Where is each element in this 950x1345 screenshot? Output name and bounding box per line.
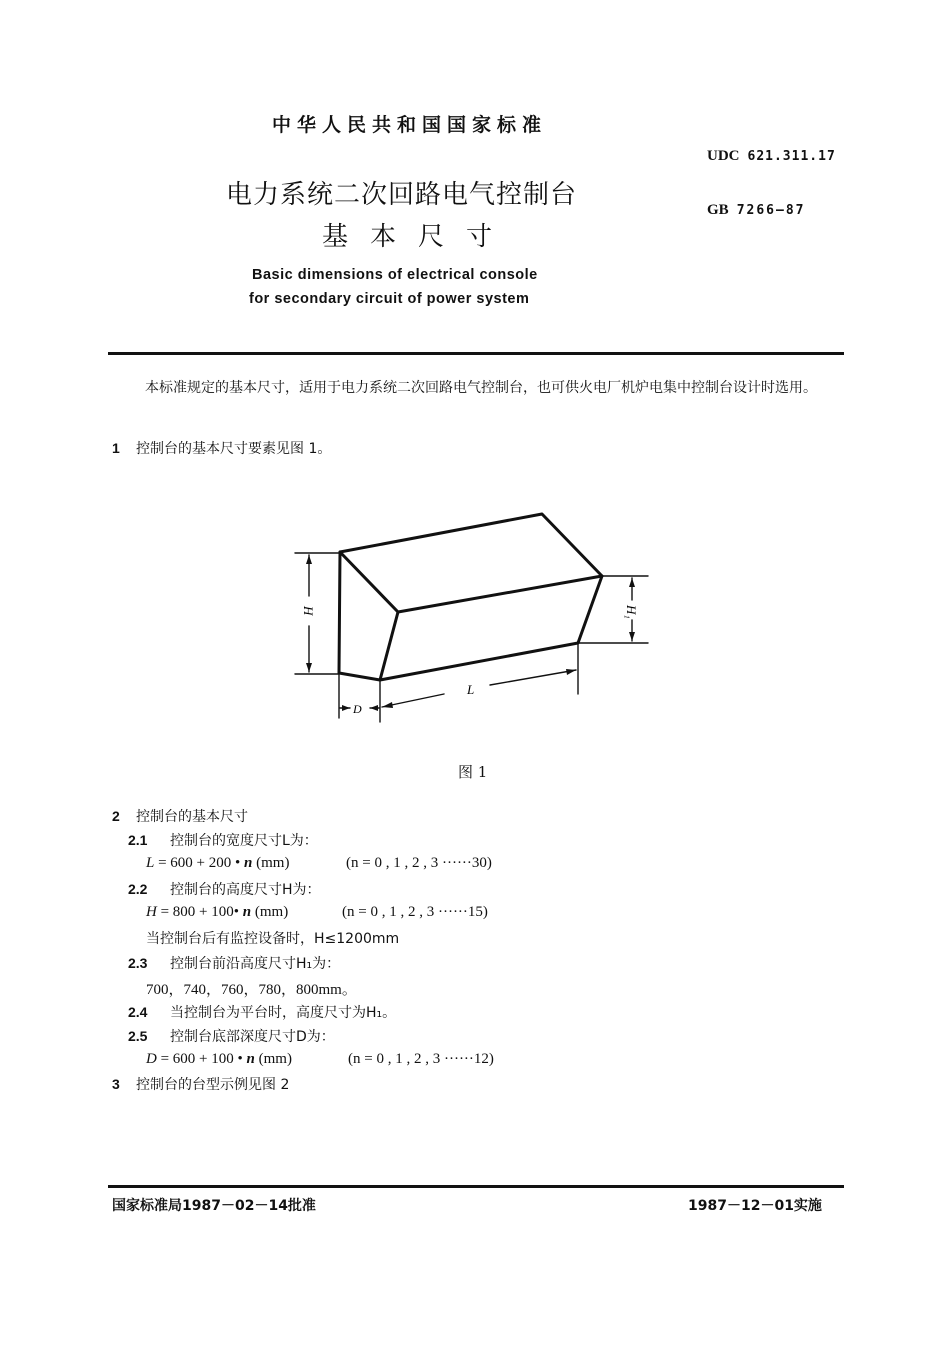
subsection-text: 当控制台为平台时，高度尺寸为H₁。 [170,1005,397,1021]
udc-label: UDC [707,148,740,164]
formula-D [146,1051,292,1068]
subsection-2-3 [128,953,340,973]
formula-H-range: (n = 0 , 1 , 2 , 3 ······15) [342,904,488,920]
subsection-text: 控制台前沿高度尺寸H₁为： [170,956,341,972]
section-text: 控制台的基本尺寸要素见图 1。 [136,441,332,457]
subsection-2-2 [128,879,321,899]
subsection-number: 2.3 [128,955,148,971]
subsection-number: 2.5 [128,1028,148,1044]
approval-date: 国家标准局1987－02－14批准 [112,1198,316,1214]
formula-unit: (mm) [254,1051,292,1067]
formula-expression: = 800 + 100• [156,904,243,920]
subsection-text: 控制台的宽度尺寸L为： [170,833,318,849]
subsection-number: 2.1 [128,832,148,848]
formula-D-range: (n = 0 , 1 , 2 , 3 ······12) [348,1051,494,1067]
subsection-number: 2.4 [128,1004,148,1020]
udc-value: 621.311.17 [747,149,836,164]
section-text: 控制台的台型示例见图 2 [136,1077,290,1093]
subsection-2-4 [128,1002,396,1022]
section-2-heading [112,806,248,826]
dimension-label-H: H [301,606,316,616]
formula-variable: D [146,1051,157,1067]
figure-1-caption: 图 1 [458,763,488,781]
dimension-label-H1: H₁ [624,605,639,619]
formula-n: n [242,904,252,920]
dimension-label-D: D [353,702,362,716]
formula-L-range: (n = 0 , 1 , 2 , 3 ······30) [346,855,492,871]
subsection-text: 控制台底部深度尺寸D为： [170,1029,335,1045]
formula-variable: L [146,855,155,871]
dimension-label-L: L [467,682,475,697]
formula-unit: (mm) [251,904,289,920]
gb-label: GB [707,202,729,218]
section-number: 2 [112,808,120,824]
formula-n: n [246,1051,255,1067]
front-height-values: 700，740，760，780，800mm。 [146,982,357,998]
national-standard-heading: 中华人民共和国国家标准 [272,114,548,136]
formula-expression: = 600 + 200 • [154,855,245,871]
subsection-number: 2.2 [128,881,148,897]
subsection-2-1 [128,830,318,850]
section-number: 1 [112,440,120,456]
section-title: 控制台的基本尺寸 [136,809,248,825]
formula-expression: = 600 + 100 • [156,1051,247,1067]
section-3 [112,1074,289,1094]
document-title-line1: 电力系统二次回路电气控制台 [226,180,578,210]
section-number: 3 [112,1076,120,1092]
english-title-line1: Basic dimensions of electrical console [252,267,538,283]
gb-value: 7266—87 [736,203,806,218]
height-note: 当控制台后有监控设备时，H≤1200mm [146,931,400,947]
document-title-line2: 基本尺寸 [322,222,515,252]
footer-divider [108,1185,844,1188]
intro-paragraph: 本标准规定的基本尺寸，适用于电力系统二次回路电气控制台，也可供火电厂机炉电集中控制台设计时选用。 [145,380,817,396]
formula-L [146,855,289,872]
effective-date: 1987－12－01实施 [688,1198,822,1214]
subsection-2-5 [128,1026,335,1046]
subsection-text: 控制台的高度尺寸H为： [170,882,321,898]
formula-H [146,904,288,921]
english-title-line2: for secondary circuit of power system [249,291,530,307]
formula-unit: (mm) [252,855,290,871]
formula-n: n [244,855,253,871]
formula-variable: H [146,904,157,920]
